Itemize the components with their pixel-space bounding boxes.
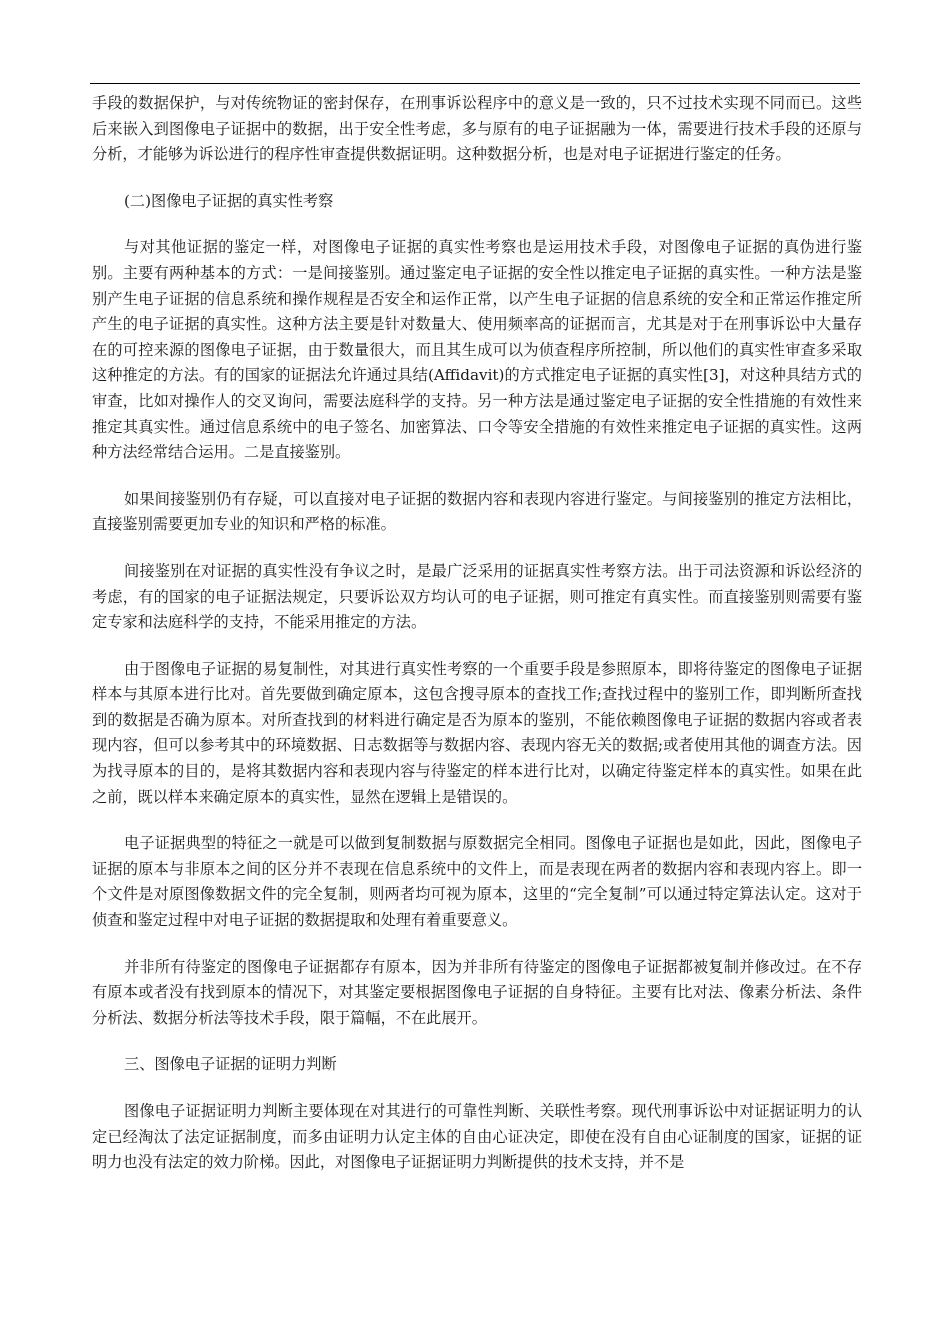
- paragraph-continuation: 手段的数据保护，与对传统物证的密封保存，在刑事诉讼程序中的意义是一致的，只不过技术实现不同而已。这些后来嵌入到图像电子证据中的数据，出于安全性考虑，多与原有的电子证据融为一体，需要进行技术手段的还原与分析，才能够为诉讼进行的程序性审查提供数据证明。这种数据分析，也是对电子证据进行鉴定的任务。: [92, 94, 862, 164]
- paragraph-spacer: [92, 636, 862, 657]
- paragraph-spacer: [92, 1078, 862, 1099]
- paragraph-spacer: [92, 538, 862, 559]
- paragraph-original-comparison: 由于图像电子证据的易复制性，对其进行真实性考察的一个重要手段是参照原本，即将待鉴定的图像电子证据样本与其原本进行比对。首先要做到确定原本，这包含搜寻原本的查找工作;查找过程中的鉴别工作，即判断所查找到的数据是否确为原本。对所查找到的材料进行确定是否为原本的鉴别，不能依赖图像电子证据的数据内容或者表现内容，但可以参考其中的环境数据、日志数据等与数据内容、表现内容无关的数据;或者使用其他的调查方法。因为找寻原本的目的，是将其数据内容和表现内容与待鉴定的样本进行比对，以确定待鉴定样本的真实性。如果在此之前，既以样本来确定原本的真实性，显然在逻辑上是错误的。: [92, 659, 862, 806]
- section-heading-authenticity: (二)图像电子证据的真实性考察: [124, 191, 334, 210]
- header-rule: [90, 83, 860, 84]
- paragraph-spacer: [92, 214, 862, 235]
- paragraph-spacer: [92, 1031, 862, 1052]
- section-heading-probative-force: 三、图像电子证据的证明力判断: [124, 1055, 337, 1074]
- paragraph-probative-judgment: 图像电子证据证明力判断主要体现在对其进行的可靠性判断、关联性考察。现代刑事诉讼中对证据证明力的认定已经淘汰了法定证据制度，而多由证明力认定主体的自由心证决定，即使在没有自由心证制度的国家，证据的证明力也没有法定的效力阶梯。因此，对图像电子证据证明力判断提供的技术支持，并不是: [92, 1102, 862, 1172]
- paragraph-indirect-usage: 间接鉴别在对证据的真实性没有争议之时，是最广泛采用的证据真实性考察方法。出于司法资源和诉讼经济的考虑，有的国家的电子证据法规定，只要诉讼双方均认可的电子证据，则可推定有真实性。而直接鉴别则需要有鉴定专家和法庭科学的支持，不能采用推定的方法。: [92, 561, 862, 632]
- document-body: [92, 91, 862, 1176]
- paragraph-no-original: 并非所有待鉴定的图像电子证据都存有原本，因为并非所有待鉴定的图像电子证据都被复制并修改过。在不存有原本或者没有找到原本的情况下，对其鉴定要根据图像电子证据的自身特征。主要有比对法、像素分析法、条件分析法、数据分析法等技术手段，限于篇幅，不在此展开。: [92, 957, 862, 1027]
- paragraph-indirect-identification: 与对其他证据的鉴定一样，对图像电子证据的真实性考察也是运用技术手段，对图像电子证据的真伪进行鉴别。主要有两种基本的方式：一是间接鉴别。通过鉴定电子证据的安全性以推定电子证据的真实性。一种方法是鉴别产生电子证据的信息系统和操作规程是否安全和运作正常，以产生电子证据的信息系统的安全和正常运作推定所产生的电子证据的真实性。这种方法主要是针对数量大、使用频率高的证据而言，尤其是对于在刑事诉讼中大量存在的可控来源的图像电子证据，由于数量很大，而且其生成可以为侦查程序所控制，所以他们的真实性审查多采取这种推定的方法。有的国家的证据法允许通过具结(Affidavit)的方式推定电子证据的真实性[3]，对这种具结方式的审查，比如对操作人的交叉询问，需要法庭科学的支持。另一种方法是通过鉴定电子证据的安全性措施的有效性来推定其真实性。通过信息系统中的电子签名、加密算法、口令等安全措施的有效性来推定电子证据的真实性。这两种方法经常结合运用。二是直接鉴别。: [92, 238, 862, 462]
- paragraph-spacer: [92, 168, 862, 189]
- paragraph-spacer: [92, 934, 862, 955]
- paragraph-direct-identification: 如果间接鉴别仍有存疑，可以直接对电子证据的数据内容和表现内容进行鉴定。与间接鉴别的推定方法相比，直接鉴别需要更加专业的知识和严格的标准。: [92, 489, 862, 534]
- paragraph-complete-copy: 电子证据典型的特征之一就是可以做到复制数据与原数据完全相同。图像电子证据也是如此，因此，图像电子证据的原本与非原本之间的区分并不表现在信息系统中的文件上，而是表现在两者的数据内容和表现内容上。即一个文件是对原图像数据文件的完全复制，则两者均可视为原本，这里的“完全复制”可以通过特定算法认定。这对于侦查和鉴定过程中对电子证据的数据提取和处理有着重要意义。: [92, 834, 862, 930]
- paragraph-spacer: [92, 810, 862, 831]
- paragraph-spacer: [92, 466, 862, 487]
